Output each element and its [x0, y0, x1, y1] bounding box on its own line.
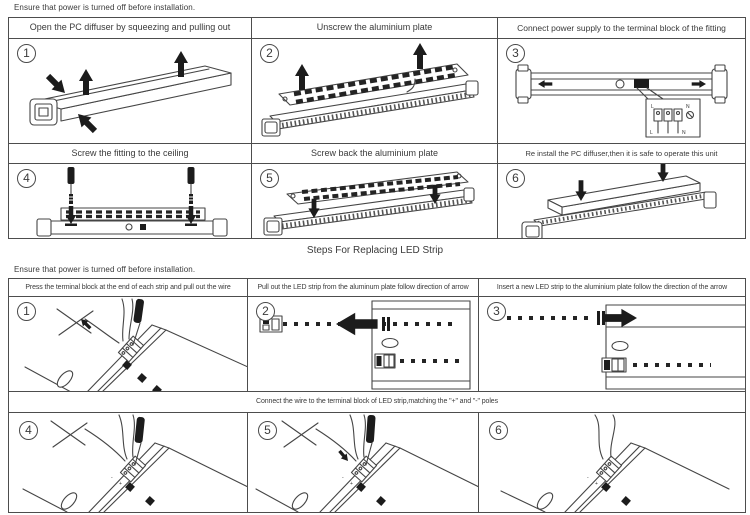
wire — [85, 429, 125, 461]
terminal-label-N: N — [686, 104, 690, 110]
step2-header: Unscrew the aluminium plate — [252, 18, 498, 39]
step3-header: Connect power supply to the terminal block of the fitting — [498, 18, 745, 39]
plate-slot — [59, 490, 80, 512]
wire — [611, 415, 615, 457]
led-chip — [125, 482, 155, 506]
step1-header: Open the PC diffuser by squeezing and pulling out — [9, 18, 252, 39]
step-number-badge: 6 — [506, 169, 525, 188]
step-number-badge: 4 — [17, 169, 36, 188]
step-number-badge: 5 — [260, 169, 279, 188]
replace-step3-header: Insert a new LED strip to the aluminium plate follow the direction of the arrow — [479, 279, 745, 297]
step-number-badge: 5 — [258, 421, 277, 440]
wire — [85, 319, 119, 343]
screwdriver-icon — [188, 167, 195, 204]
step3-illustration — [498, 39, 745, 144]
step5-cell — [252, 164, 498, 238]
plate-slot — [612, 342, 628, 351]
up-arrow-icon — [413, 43, 427, 69]
step-number-badge: 2 — [256, 302, 275, 321]
press-arrow-icon — [337, 448, 351, 463]
wire-label-N: N — [682, 130, 686, 136]
wire — [595, 415, 603, 459]
step4-illustration — [9, 164, 252, 238]
plus-mark: + — [119, 481, 122, 487]
step6-illustration — [498, 164, 745, 238]
replace-step2-header: Pull out the LED strip from the aluminum plate follow direction of arrow — [248, 279, 479, 297]
squeeze-arrow-icon — [43, 71, 70, 98]
plus-mark: + — [350, 481, 353, 487]
replace-step1-illustration — [9, 297, 248, 392]
step-number-badge: 2 — [260, 44, 279, 63]
pliers-icon — [282, 421, 318, 447]
step4-header: Screw the fitting to the ceiling — [9, 144, 252, 164]
minus-mark: - — [587, 475, 589, 481]
plate-slot — [290, 490, 311, 512]
step1-cell — [9, 39, 252, 144]
strip-terminal-block — [596, 456, 621, 482]
step6-cell — [498, 164, 745, 238]
step5-header: Screw back the aluminium plate — [252, 144, 498, 164]
replace-step2-illustration — [248, 297, 479, 392]
step-number-badge: 3 — [487, 302, 506, 321]
replace-step6-illustration — [479, 413, 745, 512]
replace-step1-header: Press the terminal block at the end of each strip and pull out the wire — [9, 279, 248, 297]
replace-step2-cell — [248, 297, 479, 392]
replace-step4-cell — [9, 413, 248, 512]
replace-step6-cell — [479, 413, 745, 512]
replace-step1-cell — [9, 297, 248, 392]
step3-cell — [498, 39, 745, 144]
replace-step3-illustration — [479, 297, 745, 392]
plus-mark: + — [595, 481, 598, 487]
step-number-badge: 6 — [489, 421, 508, 440]
pliers-icon — [51, 421, 87, 447]
led-chip — [356, 482, 386, 506]
replace-step4-illustration — [9, 413, 248, 512]
wire — [316, 429, 356, 461]
power-off-notice: Ensure that power is turned off before installation. — [14, 3, 196, 12]
led-chip — [122, 360, 162, 392]
wire — [119, 415, 127, 459]
minus-mark: - — [342, 475, 344, 481]
step2-cell — [252, 39, 498, 144]
wire — [364, 415, 366, 457]
section-title: Steps For Replacing LED Strip — [306, 245, 444, 256]
step-number-badge: 3 — [506, 44, 525, 63]
wire — [129, 299, 133, 339]
plate-slot — [55, 368, 76, 390]
plate-slot — [382, 339, 398, 348]
replace-step5-cell — [248, 413, 479, 512]
wire-label-L: L — [650, 130, 653, 136]
terminal-label-L: L — [651, 104, 654, 110]
insert-arrow-icon — [603, 309, 637, 327]
strip-connector — [375, 354, 395, 368]
minus-mark: - — [111, 475, 113, 481]
strip-terminal-block — [118, 336, 143, 362]
step6-header: Re install the PC diffuser,then it is safe to operate this unit — [498, 144, 745, 164]
connect-wire-caption: Connect the wire to the terminal block of LED strip,matching the "+" and "-" poles — [9, 392, 745, 413]
led-replacement-table — [8, 278, 746, 513]
pull-out-arrow-icon — [336, 313, 378, 335]
step-number-badge: 4 — [19, 421, 38, 440]
step4-cell — [9, 164, 252, 238]
led-chip — [601, 482, 631, 506]
step5-illustration — [252, 164, 498, 238]
power-off-notice: Ensure that power is turned off before installation. — [14, 265, 196, 274]
step2-illustration — [252, 39, 498, 144]
installation-steps-table — [8, 17, 746, 239]
strip-connector — [602, 358, 626, 372]
replace-step5-illustration — [248, 413, 479, 512]
replace-step3-cell — [479, 297, 745, 392]
up-arrow-icon — [295, 64, 309, 90]
step1-illustration — [9, 39, 252, 144]
pliers-icon — [57, 309, 93, 335]
wire — [122, 299, 124, 341]
plate-slot — [535, 490, 556, 512]
wire — [350, 415, 358, 459]
terminal-block — [634, 79, 649, 88]
step-number-badge: 1 — [17, 44, 36, 63]
step-number-badge: 1 — [17, 302, 36, 321]
screwdriver-icon — [68, 167, 75, 204]
wire — [133, 415, 135, 457]
